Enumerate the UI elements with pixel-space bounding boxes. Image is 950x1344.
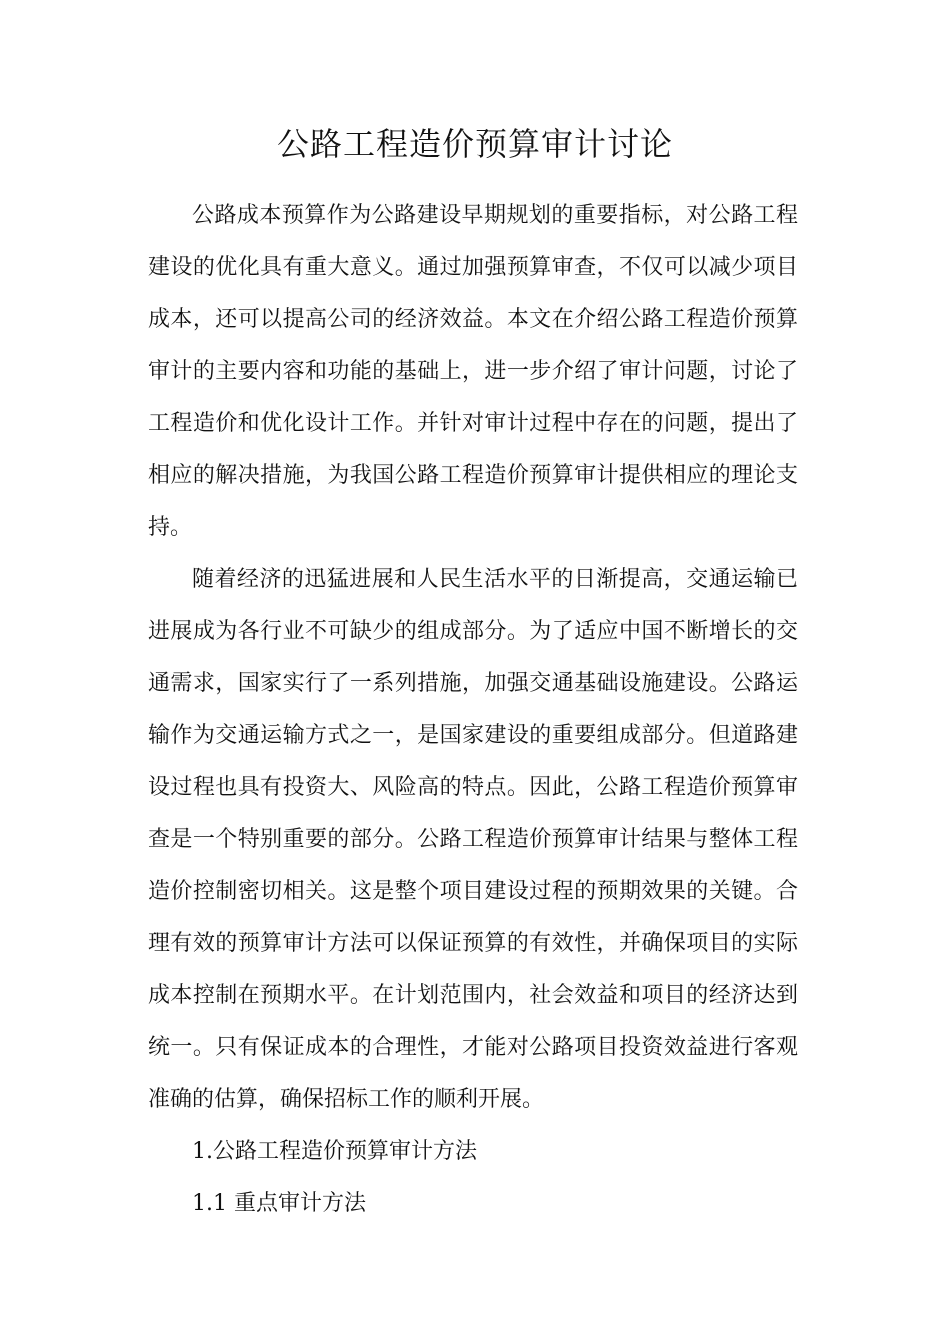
subsection-heading-1-1: 1.1 重点审计方法: [192, 1191, 366, 1216]
paragraph-introduction: 随着经济的迅猛进展和人民生活水平的日渐提高，交通运输已进展成为各行业不可缺少的组成部分。为了适应中国不断增长的交通需求，国家实行了一系列措施，加强交通基础设施建设。公路运输作为交通运输方式之一，是国家建设的重要组成部分。但道路建设过程也具有投资大、风险高的特点。因此，公路工程造价预算审查是一个特别重要的部分。公路工程造价预算审计结果与整体工程造价控制密切相关。这是整个项目建设过程的预期效果的关键。合理有效的预算审计方法可以保证预算的有效性，并确保项目的实际成本控制在预期水平。在计划范围内，社会效益和项目的经济达到统一。只有保证成本的合理性，才能对公路项目投资效益进行客观准确的估算，确保招标工作的顺利开展。: [148, 567, 798, 1112]
document-body: [148, 190, 798, 1230]
paragraph-abstract: 公路成本预算作为公路建设早期规划的重要指标，对公路工程建设的优化具有重大意义。通过加强预算审查，不仅可以减少项目成本，还可以提高公司的经济效益。本文在介绍公路工程造价预算审计的主要内容和功能的基础上，进一步介绍了审计问题，讨论了工程造价和优化设计工作。并针对审计过程中存在的问题，提出了相应的解决措施，为我国公路工程造价预算审计提供相应的理论支持。: [148, 203, 798, 540]
document-title: 公路工程造价预算审计讨论: [276, 125, 673, 163]
section-heading-1: 1.公路工程造价预算审计方法: [192, 1139, 477, 1164]
